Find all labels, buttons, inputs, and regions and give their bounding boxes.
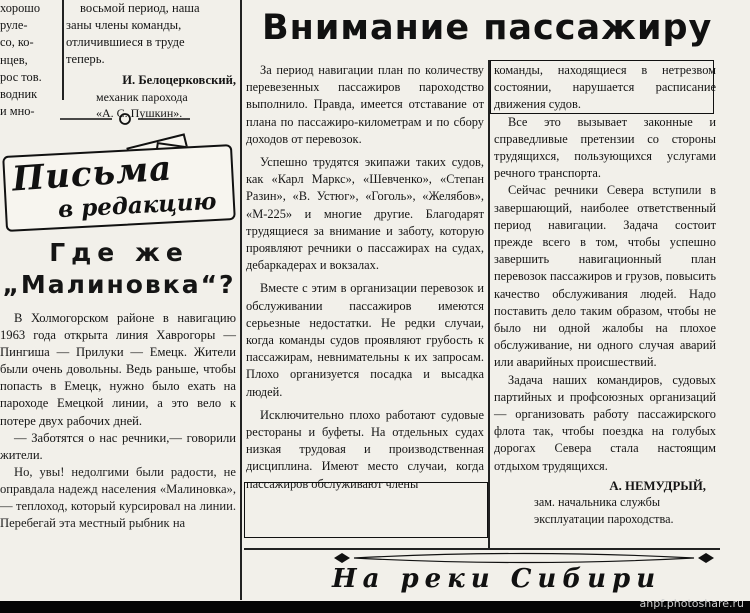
paragraph: Все это вызывает законные и справедливые претензии со стороны трудящихся, пользующихся услугами речного транспорта. — [494, 114, 716, 181]
column-rule — [240, 0, 242, 600]
fragment-line: теперь. — [66, 52, 105, 67]
fragment-line: водник — [0, 87, 38, 102]
letter-signature-role: механик парохода — [96, 90, 188, 105]
paragraph: Но, увы! недолгими были радости, не оправдала надежд населения «Малиновка», — теплоход, который курсировал на линии. Перебегай эта местный рыбник на — [0, 464, 236, 531]
headline-line: Где же — [49, 238, 189, 267]
next-article-headline: На реки Сибири — [332, 564, 662, 594]
headline-line: „Малиновка“? — [2, 270, 236, 299]
letters-section-logo — [4, 140, 232, 232]
fragment-line: и мно- — [0, 104, 35, 119]
fragment-line: со, ко- — [0, 35, 34, 50]
decorative-border — [330, 552, 718, 564]
paragraph: За период навигации план по количеству перевезенных пассажиров пароходство выполнило. Правда, имеется отставание от плана по пассажиро-километрам и по сбору доходов от перевозок. — [246, 63, 484, 146]
article-column-2 — [494, 62, 716, 528]
section-rule — [244, 548, 720, 550]
logo-text-letters: Письма — [10, 148, 174, 200]
logo-text-to-editor: в редакцию — [57, 187, 218, 224]
highlight-frame — [244, 482, 488, 538]
paragraph: Задача наших командиров, судовых партийных и профсоюзных организаций — организовать работу пассажирского флота так, чтобы поездка на голубых дорогах Севера стала настоящим отдыхом трудящихся. — [494, 372, 716, 473]
paragraph: Вместе с этим в организации перевозок и обслуживании пассажиров имеются серьезные недостатки. Не редки случаи, когда команды судов проявляют грубость к пассажирам, невнимательны к их запросам. Плохо организуется посадка и высадка людей. — [246, 281, 484, 399]
letter-signature-role: «А. С. Пушкин». — [96, 106, 183, 121]
letter-body — [0, 310, 236, 532]
paragraph: Успешно трудятся экипажи таких судов, как «Карл Маркс», «Шевченко», «Степан Разин», «В. Устюг», «Гоголь», «Желябов», «М-225» и многие другие. Благодарят трудящиеся за внимание и заботу, которую проявляют речники о пассажирах на судах, дебаркадерах и вокзалах. — [246, 155, 484, 273]
article-signature-name: А. НЕМУДРЫЙ, — [609, 478, 706, 493]
paragraph: Сейчас речники Севера вступили в завершающий, наиболее ответственный период навигации. Задача состоит прежде всего в том, чтобы успешно завершить навигационный план перевозок пассажиров и грузов, повысить качество обслуживания людей. Надо поставить дело таким образом, чтобы не было ни одной жалобы на плохое обслуживание, ни одного случая аварий или аварийных происшествий. — [494, 183, 716, 370]
fragment-line: хорошо — [0, 1, 41, 15]
article-headline: Внимание пассажиру — [262, 8, 713, 48]
column-rule — [488, 60, 490, 548]
scan-edge — [0, 601, 750, 613]
article-signature-role: зам. начальника службы — [534, 494, 661, 509]
letter-signature-name: И. Белоцерковский, — [122, 73, 236, 88]
highlight-frame — [490, 60, 714, 114]
fragment-line: отличившиеся в труде — [66, 35, 185, 50]
column-rule — [62, 0, 64, 100]
letter-headline — [0, 238, 238, 302]
article-signature-role: эксплуатации пароходства. — [534, 511, 674, 526]
fragment-line: руле- — [0, 18, 28, 33]
fragment-line: восьмой период, наша — [80, 1, 200, 15]
paragraph: — Заботятся о нас речники,— говорили жители. — [0, 430, 236, 462]
paragraph: Исключительно плохо работают судовые рестораны и буфеты. На отдельных судах низкая трудовая и производственная дисциплина. Имеют место случаи, когда пассажиров обслуживают члены — [246, 407, 484, 491]
left-top-fragment — [0, 0, 60, 120]
article-column-1 — [246, 62, 484, 493]
paragraph: В Холмогорском районе в навигацию 1963 года открыта линия Хаврогоры — Пингиша — Прилуки — Емецк. Жители были очень довольны. Ведь раньше, чтобы попасть в Емецк, нужно было ехать на пароходе Емецкой линии, а это вело к потере двух рабочих дней. — [0, 311, 236, 428]
fragment-line: нцев, — [0, 52, 28, 67]
watermark: anpf.photoshare.ru — [639, 597, 744, 610]
fragment-line: заны члены команды, — [66, 18, 182, 33]
left-top-letter-ending — [66, 0, 236, 121]
paragraph: команды, находящиеся в нетрезвом состоянии, нарушается расписание движения судов. — [494, 63, 716, 112]
divider-ornament — [60, 112, 190, 126]
fragment-line: рос тов. — [0, 69, 42, 84]
